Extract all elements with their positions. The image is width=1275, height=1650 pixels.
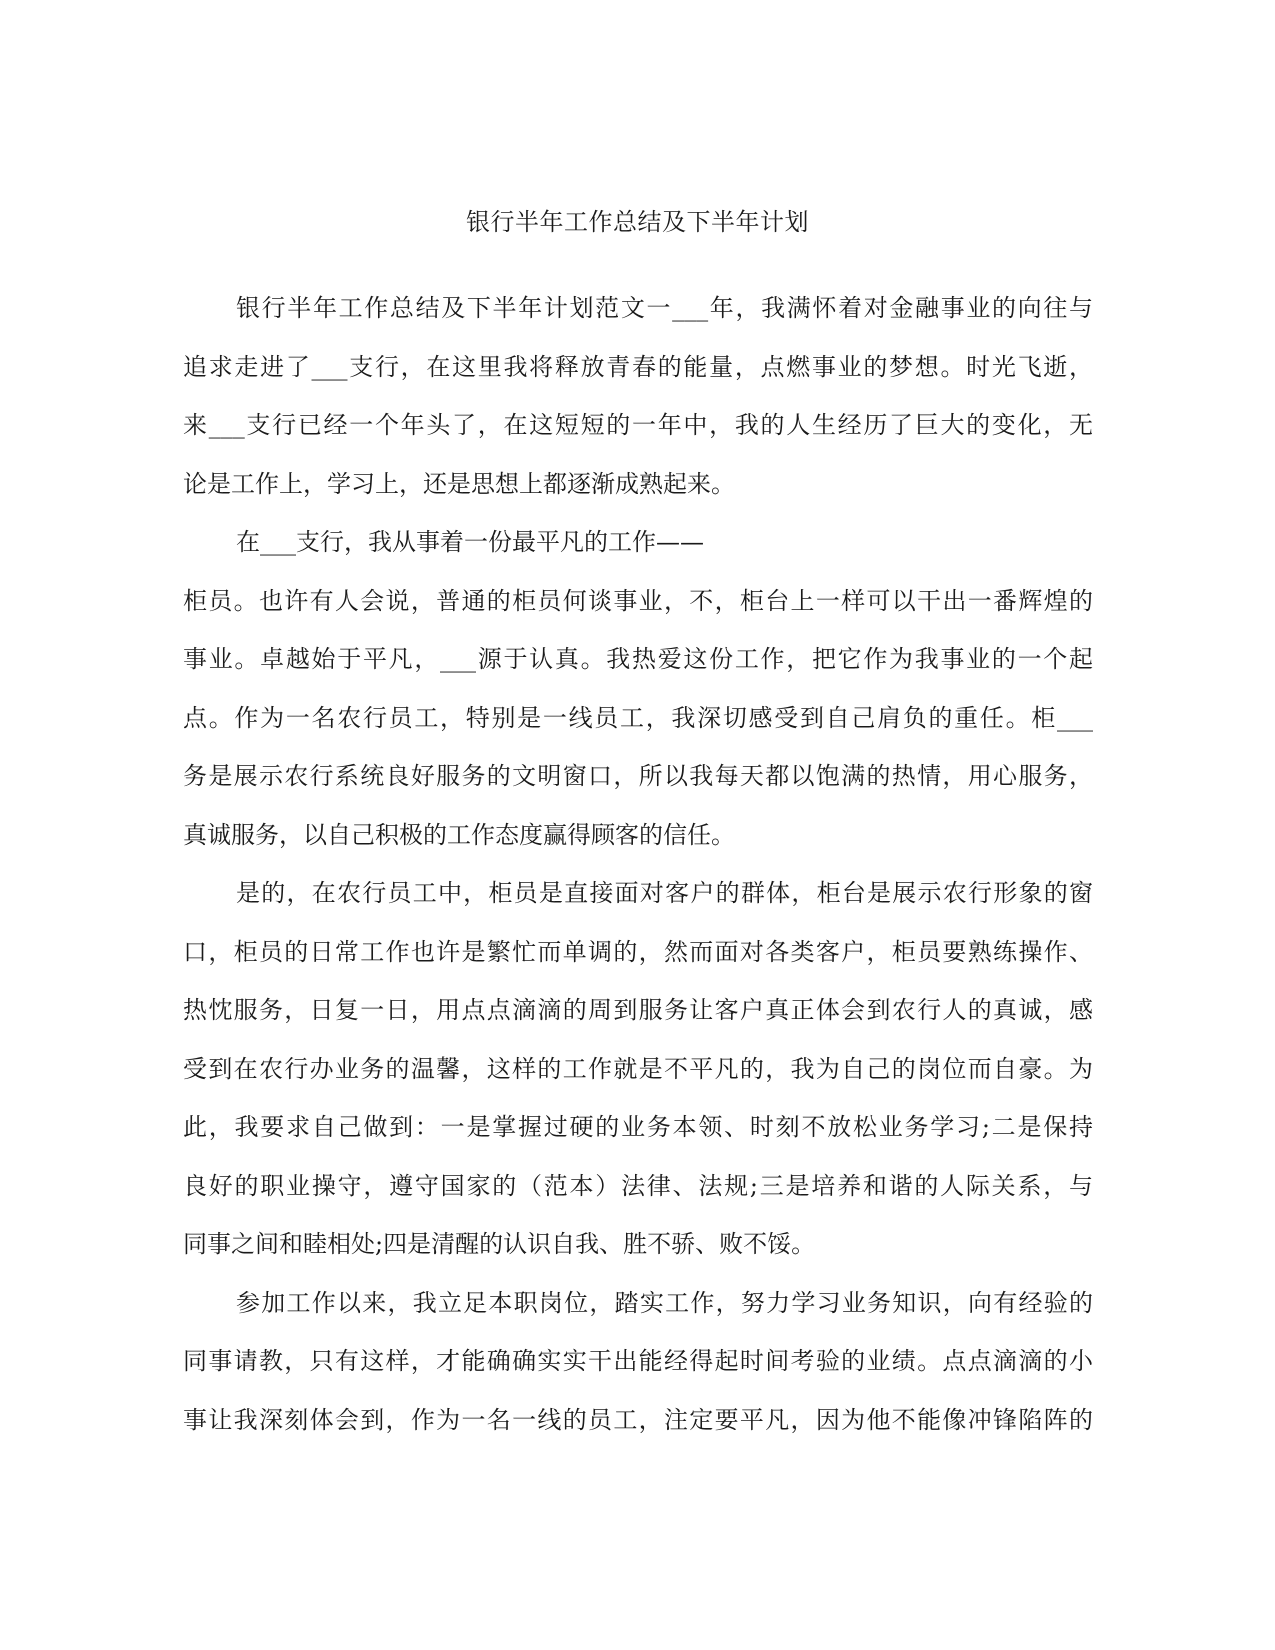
paragraph-3-line-6: 良好的职业操守，遵守国家的（范本）法律、法规;三是培养和谐的人际关系，与 xyxy=(183,1171,1093,1200)
paragraph-1-line-4: 论是工作上，学习上，还是思想上都逐渐成熟起来。 xyxy=(183,469,735,498)
paragraph-2-line-5: 务是展示农行系统良好服务的文明窗口，所以我每天都以饱满的热情，用心服务， xyxy=(183,762,1093,790)
paragraph-2-line-2: 柜员。也许有人会说，普通的柜员何谈事业，不，柜台上一样可以干出一番辉煌的 xyxy=(183,586,1093,615)
paragraph-1-line-1: 银行半年工作总结及下半年计划范文一___年，我满怀着对金融事业的向往与 xyxy=(236,294,1093,322)
paragraph-4-line-3: 事让我深刻体会到，作为一名一线的员工，注定要平凡，因为他不能像冲锋陷阵的 xyxy=(183,1405,1093,1434)
paragraph-2-line-3: 事业。卓越始于平凡，___源于认真。我热爱这份工作，把它作为我事业的一个起 xyxy=(183,645,1093,673)
paragraph-3-line-5: 此，我要求自己做到：一是掌握过硬的业务本领、时刻不放松业务学习;二是保持 xyxy=(183,1113,1093,1141)
paragraph-3-line-2: 口，柜员的日常工作也许是繁忙而单调的，然而面对各类客户，柜员要熟练操作、 xyxy=(183,937,1093,966)
paragraph-3-line-3: 热忱服务，日复一日，用点点滴滴的周到服务让客户真正体会到农行人的真诚，感 xyxy=(183,996,1093,1024)
paragraph-4-line-2: 同事请教，只有这样，才能确确实实干出能经得起时间考验的业绩。点点滴滴的小 xyxy=(183,1347,1093,1375)
paragraph-2-line-1: 在___支行，我从事着一份最平凡的工作—— xyxy=(236,528,704,556)
paragraph-1-line-2: 追求走进了___支行，在这里我将释放青春的能量，点燃事业的梦想。时光飞逝， xyxy=(183,352,1093,381)
paragraph-3-line-7: 同事之间和睦相处;四是清醒的认识自我、胜不骄、败不馁。 xyxy=(183,1230,816,1258)
document-title: 银行半年工作总结及下半年计划 xyxy=(466,208,809,236)
document-body xyxy=(183,279,1093,1449)
paragraph-2-line-4: 点。作为一名农行员工，特别是一线员工，我深切感受到自己肩负的重任。柜___ xyxy=(183,703,1093,732)
paragraph-3-line-4: 受到在农行办业务的温馨，这样的工作就是不平凡的，我为自己的岗位而自豪。为 xyxy=(183,1054,1093,1083)
paragraph-1-line-3: 来___支行已经一个年头了，在这短短的一年中，我的人生经历了巨大的变化，无 xyxy=(183,411,1093,439)
paragraph-2-line-6: 真诚服务，以自己积极的工作态度赢得顾客的信任。 xyxy=(183,820,735,849)
paragraph-3-line-1: 是的，在农行员工中，柜员是直接面对客户的群体，柜台是展示农行形象的窗 xyxy=(236,879,1093,907)
paragraph-4-line-1: 参加工作以来，我立足本职岗位，踏实工作，努力学习业务知识，向有经验的 xyxy=(236,1288,1093,1317)
